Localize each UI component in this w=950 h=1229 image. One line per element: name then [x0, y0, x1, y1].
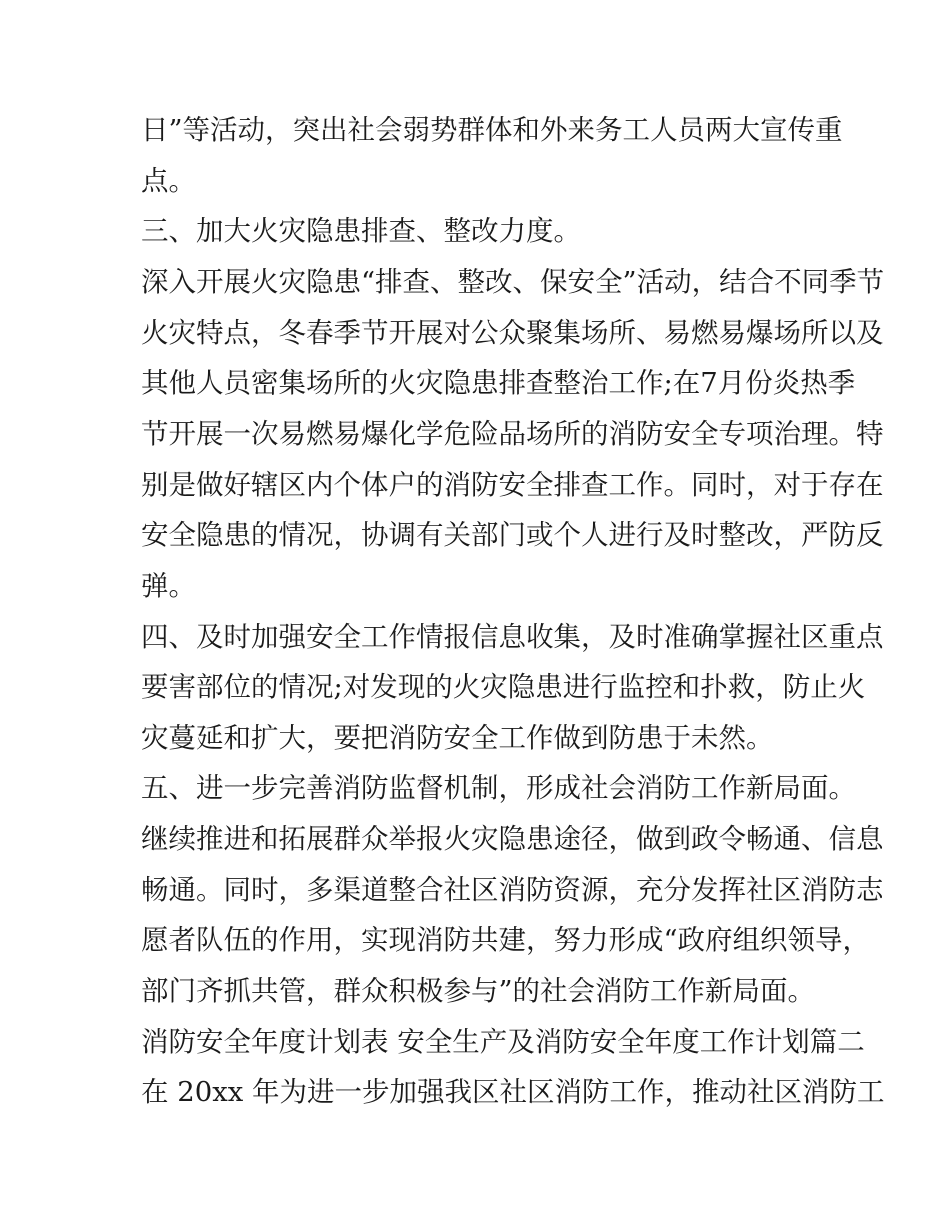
text-line: 畅通。同时，多渠道整合社区消防资源，充分发挥社区消防志	[141, 873, 884, 906]
text-line: 节开展一次易燃易爆化学危险品场所的消防安全专项治理。特	[141, 417, 884, 450]
text-line: 日”等活动，突出社会弱势群体和外来务工人员两大宣传重	[141, 114, 843, 146]
text-line: 消防安全年度计划表 安全生产及消防安全年度工作计划篇二	[141, 1025, 865, 1058]
text-line: 深入开展火灾隐患“排查、整改、保安全”活动，结合不同季节	[141, 265, 885, 298]
text-line: 火灾特点，冬春季节开展对公众聚集场所、易燃易爆场所以及	[141, 316, 884, 349]
text-line: 四、及时加强安全工作情报信息收集，及时准确掌握社区重点	[141, 620, 884, 653]
text-line: 弹。	[141, 569, 196, 602]
text-line: 点。	[141, 164, 196, 197]
text-line: 要害部位的情况;对发现的火灾隐患进行监控和扑救，防止火	[141, 671, 866, 704]
text-line: 灾蔓延和扩大，要把消防安全工作做到防患于未然。	[141, 721, 774, 754]
text-line: 继续推进和拓展群众举报火灾隐患途径，做到政令畅通、信息	[141, 823, 884, 856]
text-line: 安全隐患的情况，协调有关部门或个人进行及时整改，严防反	[141, 519, 884, 552]
text-line: 其他人员密集场所的火灾隐患排查整治工作;在7月份炎热季	[141, 367, 856, 400]
text-line: 五、进一步完善消防监督机制，形成社会消防工作新局面。	[141, 772, 856, 805]
text-line: 别是做好辖区内个体户的消防安全排查工作。同时，对于存在	[141, 468, 884, 501]
text-line: 三、加大火灾隐患排查、整改力度。	[141, 215, 581, 248]
text-line: 部门齐抓共管，群众积极参与”的社会消防工作新局面。	[141, 975, 816, 1008]
text-line: 愿者队伍的作用，实现消防共建，努力形成“政府组织领导，	[141, 924, 871, 957]
text-line: 在 20xx 年为进一步加强我区社区消防工作，推动社区消防工	[141, 1076, 885, 1109]
